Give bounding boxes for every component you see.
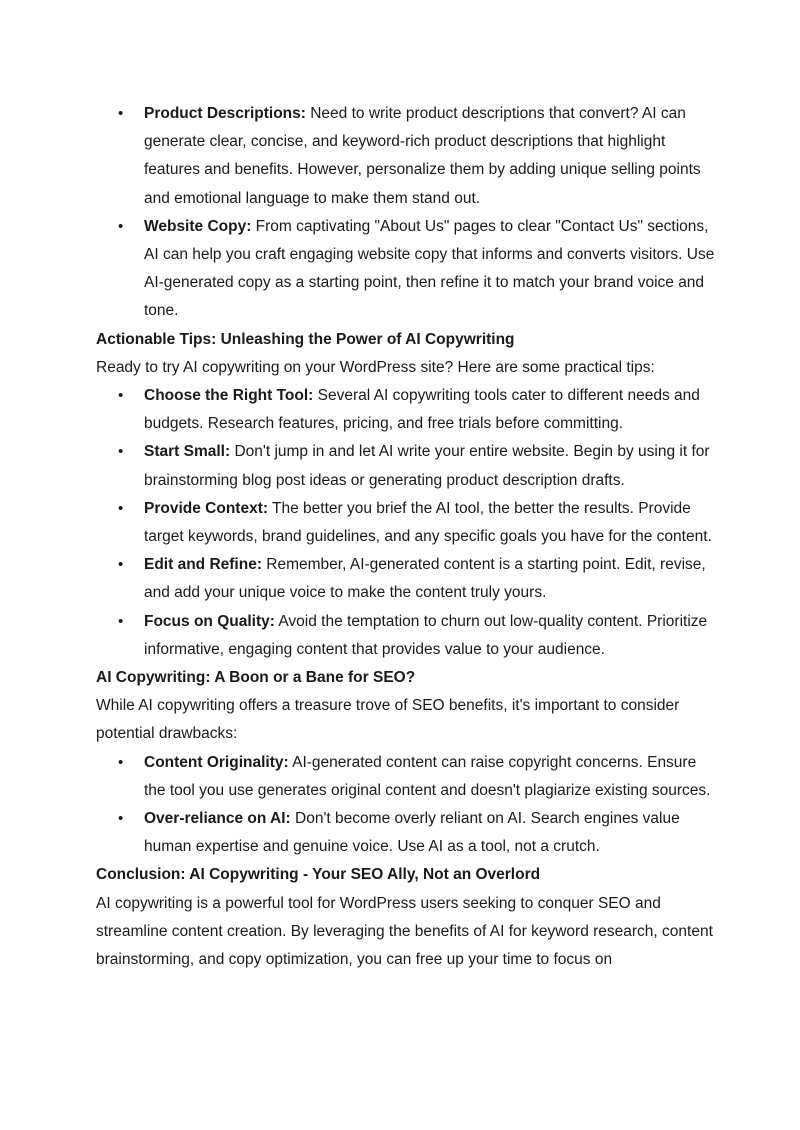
list-item-label: Edit and Refine: [144, 556, 262, 574]
list-item-text: Need to write product descriptions that convert? AI can generate clear, concise, and keyword-rich product descriptions that highlight features and benefits. However, personalize them by adding unique selling points and emotional language to make them stand out. [144, 105, 701, 207]
list-item [118, 805, 716, 861]
bullet-icon: • [118, 499, 124, 517]
bullet-icon: • [118, 387, 124, 405]
list-item [118, 608, 716, 664]
list-item-label: Over-reliance on AI: [144, 810, 291, 828]
seo-heading: AI Copywriting: A Boon or a Bane for SEO? [96, 669, 416, 687]
list-item-text: The better you brief the AI tool, the better the results. Provide target keywords, brand guidelines, and any specific goals you have for the content. [144, 499, 712, 546]
list-item-label: Provide Context: [144, 499, 269, 517]
list-item-text: Don't become overly reliant on AI. Search engines value human expertise and genuine voice. Use AI as a tool, not a crutch. [144, 810, 680, 856]
bullet-icon: • [118, 105, 124, 122]
list-item-label: Choose the Right Tool: [144, 387, 314, 405]
list-item [118, 438, 716, 494]
seo-intro: While AI copywriting offers a treasure trove of SEO benefits, it's important to consider potential drawbacks: [96, 697, 680, 743]
list-item [118, 495, 716, 551]
list-item [118, 551, 716, 607]
bullet-icon: • [118, 810, 124, 828]
bullet-icon: • [118, 556, 124, 574]
list-item [118, 100, 716, 213]
list-item-text: Don't jump in and let AI write your entire website. Begin by using it for brainstorming blog post ideas or generating product description drafts. [144, 443, 710, 489]
list-item-label: Start Small: [144, 443, 231, 461]
list-item-label: Focus on Quality: [144, 612, 275, 630]
tips-heading: Actionable Tips: Unleashing the Power of AI Copywriting [96, 330, 515, 348]
list-item-text: AI-generated content can raise copyright concerns. Ensure the tool you use generates original content and doesn't plagiarize existing sources. [144, 753, 711, 799]
bullet-icon: • [118, 443, 124, 461]
bullet-icon: • [118, 612, 124, 630]
list-item-text: Remember, AI-generated content is a starting point. Edit, revise, and add your unique voice to make the content truly yours. [144, 556, 706, 602]
list-item-label: Website Copy: [144, 217, 252, 235]
list-item-text: Several AI copywriting tools cater to different needs and budgets. Research features, pricing, and free trials before committing. [144, 387, 700, 433]
tips-list [96, 382, 716, 664]
list-item-text: Avoid the temptation to churn out low-quality content. Prioritize informative, engaging content that provides value to your audience. [144, 612, 708, 658]
conclusion-heading: Conclusion: AI Copywriting - Your SEO Ally, Not an Overlord [96, 866, 541, 884]
bullet-icon: • [118, 753, 124, 771]
document-body [96, 100, 716, 974]
list-item-label: Product Descriptions: [144, 105, 306, 122]
list-item [118, 749, 716, 805]
use-case-list [96, 100, 716, 326]
list-item-label: Content Originality: [144, 753, 289, 771]
bullet-icon: • [118, 217, 124, 235]
seo-drawbacks-list [96, 749, 716, 862]
conclusion-text: AI copywriting is a powerful tool for WordPress users seeking to conquer SEO and streamline content creation. By leveraging the benefits of AI for keyword research, content brainstorming, and copy optimization, you can free up your time to focus on [96, 894, 713, 969]
list-item [118, 213, 716, 326]
list-item [118, 382, 716, 438]
tips-intro: Ready to try AI copywriting on your WordPress site? Here are some practical tips: [96, 358, 655, 376]
list-item-text: From captivating "About Us" pages to clear "Contact Us" sections, AI can help you craft engaging website copy that informs and converts visitors. Use AI-generated copy as a starting point, then refine it to match your brand voice and tone. [144, 217, 715, 320]
